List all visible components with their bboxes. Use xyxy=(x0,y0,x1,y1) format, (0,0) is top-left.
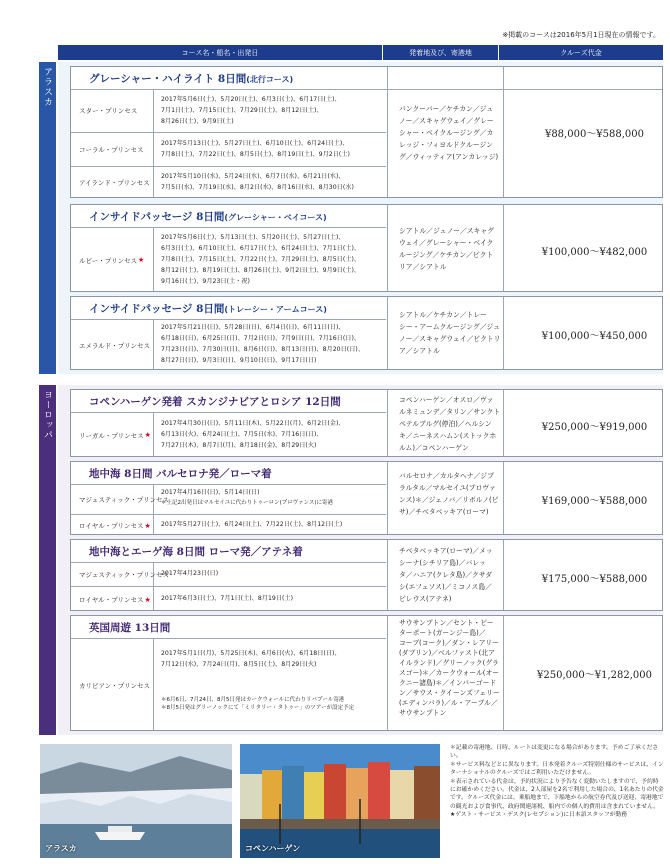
photo-alaska xyxy=(40,744,232,858)
ship-name: ロイヤル・プリンセス ★ xyxy=(79,521,151,530)
course-title-sub: (グレーシャー・ベイコース) xyxy=(224,213,327,222)
departure-note: ＊上記2出発日はマルセイユに代わりトゥーロン(プロヴァンス)に寄港 xyxy=(161,500,334,506)
star-icon: ★ xyxy=(144,595,151,604)
ship-name: アイランド・プリンセス xyxy=(79,179,150,187)
top-note: ※掲載のコースは2016年5月1日現在の情報です。 xyxy=(502,31,660,39)
ports-of-call: チベタベッキア(ローマ)／メッ シーナ(シチリア島)／バレッ タ／ハニア(クレタ島)／クサダ シ(エフェソス)／ミコノス島／ ピレウス(アテネ) xyxy=(399,547,493,603)
ports-of-call: サウサンプトン／セント・ピー ターポート(ガーンジー島)／ コーブ(コーク)／ダン・レアリー (ダブリン)／ベルファスト(北ア イルランド)／グリーノック(グラ スゴー)＊／カークウォール(オー クニー諸島)＊／インバーゴード ン／サウス・クイーンズフェリー (エディンバラ)／ル・アーブル／ サウサンプトン xyxy=(399,619,500,717)
harbor-image xyxy=(240,744,440,858)
departure-note: ＊6月6日、7月24日、8月5日発はカークウォールに代わりリバプール寄港 ＊8月5日発はグリーノックにて「ミリタリー・タトゥー」のツアーが設定予定 xyxy=(161,697,355,711)
ship-name: ロイヤル・プリンセス ★ xyxy=(79,595,151,604)
footnotes xyxy=(450,744,664,820)
star-icon: ★ xyxy=(144,521,151,530)
departure-dates: 2017年5月10日(水)、5月24日(水)、6月7日(水)、6月21日(水)、 7月5日(水)、7月19日(水)、8月2日(水)、8月16日(水)、8月30日(水) xyxy=(161,173,354,191)
cruise-fare: ¥250,000～¥1,282,000 xyxy=(537,670,652,681)
departure-dates: 2017年5月27日(土)、6月24日(土)、7月22日(土)、8月12日(土) xyxy=(161,521,343,528)
cruise-fare: ¥100,000～¥450,000 xyxy=(541,331,648,342)
course-title-main: コペンハーゲン発着 スカンジナビアとロシア 12日間 xyxy=(89,396,341,408)
course-block xyxy=(70,204,663,292)
alaska-section xyxy=(58,62,663,374)
course-block xyxy=(70,615,663,731)
cruise-fare: ¥175,000～¥588,000 xyxy=(541,574,648,585)
photo-caption: コペンハーゲン xyxy=(245,844,301,853)
course-block xyxy=(70,66,663,198)
ports-of-call: バンクーバー／ケチカン／ジュ ノー／スキャグウェイ／グレー シャー・ベイクルージング／カ レッジ・フィヨルドクルージン グ／ウィッティア(アンカレッジ) xyxy=(399,105,499,161)
departure-dates: 2017年4月23日(日) xyxy=(161,570,219,577)
star-icon: ★ xyxy=(137,256,145,264)
departure-dates: 2017年5月6日(土)、5月20日(土)、6月3日(土)、6月17日(土)、 7月1日(土)、7月15日(土)、7月29日(土)、8月12日(土)、 8月26日(土)、9月9日(土) xyxy=(161,96,341,125)
ports-of-call: シアトル／ジュノー／スキャグ ウェイ／グレーシャー・ベイク ルージング／ケチカン／ビクト リア／シアトル xyxy=(399,227,494,271)
region-label-alaska: アラスカ xyxy=(39,62,56,374)
cruise-fare: ¥250,000～¥919,000 xyxy=(541,422,648,433)
course-title xyxy=(89,620,170,635)
cruise-fare: ¥88,000～¥588,000 xyxy=(544,129,645,140)
course-title-main: 地中海とエーゲ海 8日間 ローマ発／アテネ着 xyxy=(89,546,303,558)
ship-name: カリビアン・プリンセス xyxy=(79,681,150,690)
star-icon: ★ xyxy=(144,431,151,439)
course-block xyxy=(70,389,663,457)
departure-dates: 2017年5月21日(日)、5月28日(日)、6月4日(日)、6月11日(日)、 6月18日(日)、6月25日(日)、7月2日(日)、7月9日(日)、7月16日(日)、 7月23日(日)、7月30日(日)、8月6日(日)、8月13日(日)、8月20日(日)、 8月27日(日)、9月3日(日)、9月10日(日)、9月17日(日) xyxy=(161,324,365,364)
ports-of-call: バルセロナ／カルタヘナ／ジブ ラルタル／マルセイユ(プロヴァ ンス)＊／ジェノバ／リボルノ(ピ サ)／チベタベッキア(ローマ) xyxy=(399,472,499,516)
course-title-main: インサイドパッセージ 8日間 xyxy=(89,211,225,223)
course-title xyxy=(89,394,341,409)
footnote: ＊記載の寄港地、日時、ルートは変更になる場合があります。予めご了承ください。 xyxy=(450,745,659,760)
course-title-sub: (北行コース) xyxy=(246,75,294,84)
footnote: ＊表示されている代金は、予約状況により予告なく変動いたしますので、予約時にお確かめください。代金は、2人部屋を2名で利用した場合の、1名あたりの代金です。クルーズ代金には、乗船地まで、下船地からの航空券代及び送迎、寄港地での観光および食事代、政府関連諸税、船内での個人的費用は含まれていません。 xyxy=(450,778,664,810)
departure-dates: 2017年5月13日(土)、5月27日(土)、6月10日(土)、6月24日(土)、 7月8日(土)、7月22日(土)、8月5日(土)、8月19日(土)、9月2日(土) xyxy=(161,140,350,158)
ship-name: マジェスティック・プリンセス xyxy=(79,495,169,504)
region-label-europe: ヨーロッパ xyxy=(39,385,56,735)
footnote: ＊サービス料などとに異なります。日本発着クルーズ特別仕様のサービスは、インターナショナルのクルーズではご利用いただけません。 xyxy=(450,761,664,777)
course-title xyxy=(89,71,293,86)
photo-copenhagen xyxy=(240,744,440,858)
ship-name: スター・プリンセス xyxy=(79,107,138,115)
cruise-fare: ¥169,000～¥588,000 xyxy=(541,496,648,507)
course-title xyxy=(89,301,327,316)
course-title xyxy=(89,466,272,481)
departure-dates: 2017年5月6日(土)、5月13日(土)、5月20日(土)、5月27日(土)、 6月3日(土)、6月10日(土)、6月17日(土)、6月24日(土)、7月1日(土)、 7月8日(土)、7月15日(土)、7月22日(土)、7月29日(土)、8月5日(土)、 8月12日(土)、8月19日(土)、8月26日(土)、9月2日(土)、9月9日(土)、 9月16日(土)、9月23日(土・祝) xyxy=(161,234,361,285)
photo-caption: アラスカ xyxy=(45,844,77,853)
course-block xyxy=(70,461,663,535)
departure-dates: 2017年4月16日(日)、5月14日(日) xyxy=(161,489,260,496)
course-block xyxy=(70,296,663,370)
ship-name: ルビー・プリンセス ★ xyxy=(79,256,145,265)
departure-dates: 2017年5月1日(月)、5月25日(木)、6月6日(火)、6月18日(日)、 7月12日(水)、7月24日(月)、8月5日(土)、8月29日(火) xyxy=(161,650,341,668)
course-title-main: グレーシャー・ハイライト 8日間 xyxy=(89,73,247,85)
course-title-main: インサイドパッセージ 8日間 xyxy=(89,303,225,315)
course-block xyxy=(70,539,663,611)
course-title xyxy=(89,209,327,224)
header-fare: クルーズ代金 xyxy=(499,45,663,60)
ship-name: リーガル・プリンセス ★ xyxy=(79,431,151,440)
course-title-main: 英国周遊 13日間 xyxy=(89,622,171,634)
ship-name: エメラルド・プリンセス xyxy=(79,341,151,350)
header-course: コース名・船名・出発日 xyxy=(58,45,382,60)
europe-section xyxy=(58,385,663,735)
departure-dates: 2017年6月3日(土)、7月1日(土)、8月19日(土) xyxy=(161,595,294,602)
ship-name: コーラル・プリンセス xyxy=(79,146,144,154)
footnote: ★ゲスト・サービス・デスク(レセプション)に日本語スタッフが勤務 xyxy=(450,812,628,819)
ports-of-call: コペンハーゲン／オスロ／ヴァ ルネミュンデ／タリン／サンクト ペテルブルグ(停泊)／ヘルシン キ／ニーネスハムン(ストックホ ルム)／コペンハーゲン xyxy=(399,396,501,452)
header-ports: 発着地及び、寄港地 xyxy=(383,45,498,60)
departure-dates: 2017年4月30日(日)、5月11日(木)、5月22日(月)、6月2日(金)、 6月13日(火)、6月24日(土)、7月5日(水)、7月16日(日)、 7月27日(木)、8月7日(月)、8月18日(金)、8月29日(火) xyxy=(161,420,345,449)
course-title xyxy=(89,544,303,559)
cruise-fare: ¥100,000～¥482,000 xyxy=(541,247,648,258)
ship-name: マジェスティック・プリンセス xyxy=(79,570,169,579)
course-title-sub: (トレーシー・アームコース) xyxy=(224,305,327,314)
glacier-image xyxy=(40,744,232,858)
course-title-main: 地中海 8日間 バルセロナ発／ローマ着 xyxy=(89,468,272,480)
ports-of-call: シアトル／ケチカン／トレー シー・アームクルージング／ジュ ノー／スキャグウェイ／ビクトリ ア／シアトル xyxy=(399,311,501,355)
